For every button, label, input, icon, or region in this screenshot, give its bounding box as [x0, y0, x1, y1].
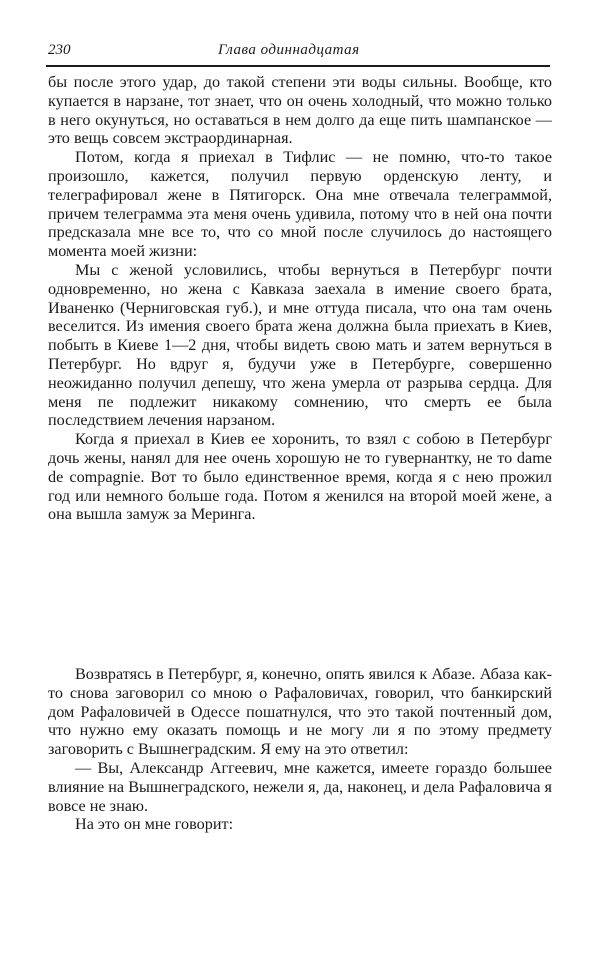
paragraph: Возвратясь в Петербург, я, конечно, опять явился к Абазе. Абаза как-то снова заговорил со мною о Рафаловичах, говорил, что банкирский дом Рафаловичей в Одессе пошатнулся, что это такой почтенный дом, что нужно ему оказать помощь и не могу ли я по этому предмету заговорить с Вышнеградским. Я ему на это ответил:: [48, 665, 552, 759]
page-number: 230: [48, 42, 71, 58]
paragraph: — Вы, Александр Аггеевич, мне кажется, имеете гораздо большее влияние на Вышнеградского, нежели я, да, наконец, и дела Рафаловича я вовсе не знаю.: [48, 758, 552, 815]
paragraph: Потом, когда я приехал в Тифлис — не помню, что-то такое произошло, кажется, получил первую орденскую ленту, и телеграфировал жене в Пятигорск. Она мне отвечала телеграммой, причем телеграмма эта меня очень удивила, потому что в ней она почти предсказала мне все то, что со мной после случилось до настоящего момента моей жизни:: [48, 148, 552, 261]
running-header: [48, 40, 550, 64]
paragraph: На это он мне говорит:: [75, 815, 234, 834]
paragraph: бы после этого удар, до такой степени эти воды сильны. Вообще, кто купается в нарзане, тот знает, что он очень холодный, что можно только в него окунуться, но оставаться в нем долго да еще пить шампанское — это вещь совсем экстраординарная.: [48, 73, 552, 148]
text-section-1: [48, 73, 552, 524]
paragraph: Мы с женой условились, чтобы вернуться в Петербург почти одновременно, но жена с Кавказа заехала в имение своего брата, Иваненко (Черниговская губ.), и мне оттуда писала, что она там очень веселится. Из имения своего брата жена должна была приехать в Киев, побыть в Киеве 1—2 дня, чтобы видеть свою мать и затем вернуться в Петербург. Но вдруг я, будучи уже в Петербурге, совершенно неожиданно получил депешу, что жена умерла от разрыва сердца. Для меня пе подлежит никакому сомнению, что смерть ее была последствием лечения нарзаном.: [48, 260, 552, 430]
header-rule: [46, 65, 550, 67]
text-section-2: [48, 665, 552, 834]
paragraph: Когда я приехал в Киев ее хоронить, то взял с собою в Петербург дочь жены, нанял для нее очень хорошую не то гувернантку, не то dame de compagnie. Вот то было единственное время, когда я с нею прожил год или немного больше года. Потом я женился на второй моей жене, а она вышла замуж за Меринга.: [48, 430, 552, 524]
chapter-title: Глава одиннадцатая: [218, 42, 360, 58]
